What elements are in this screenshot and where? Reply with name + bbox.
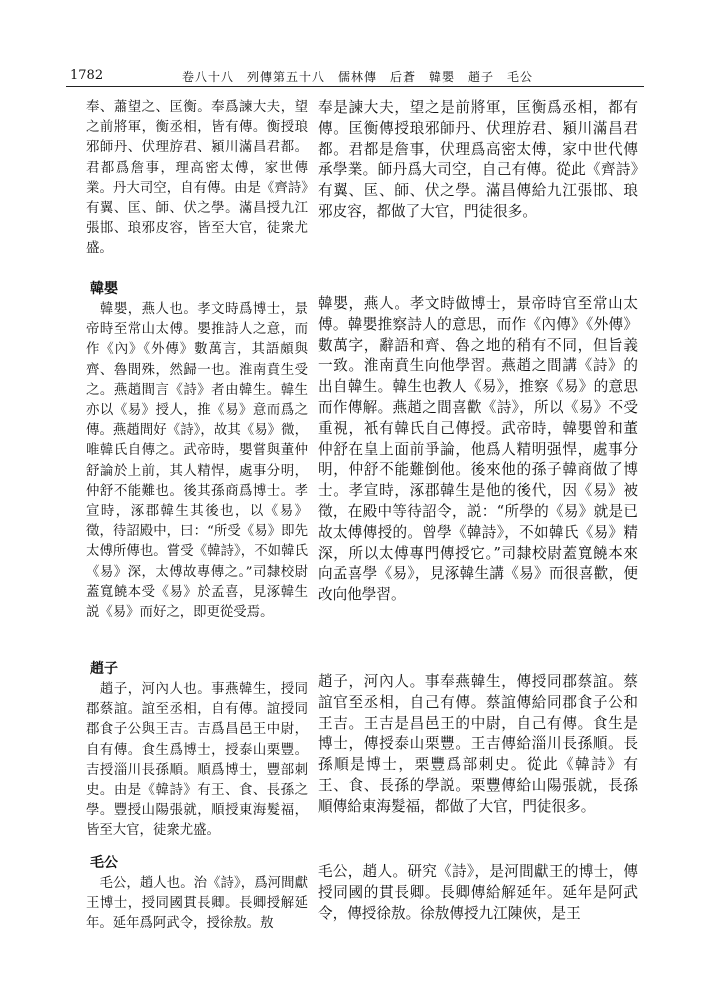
- translation-block-2: [318, 294, 638, 606]
- translation-paragraph: 毛公，趙人。研究《詩》，是河間獻王的博士，傳授同國的貫長卿。長卿傳給解延年。延年是阿武令，傳授徐敖。徐敖傳授九江陳俠，是王: [318, 863, 638, 922]
- page-header: [0, 0, 716, 90]
- section-heading-han-ying: 韓嬰: [90, 281, 118, 297]
- running-title: 卷八十八 列傳第五十八 儒林傳 后蒼 韓嬰 趙子 毛公: [182, 70, 534, 84]
- translation-block-1: [318, 98, 638, 223]
- page-number: 1782: [70, 68, 104, 83]
- classical-paragraph: 韓嬰，燕人也。孝文時爲博士，景帝時至常山太傅。嬰推詩人之意，而作《內》《外傳》數萬言，其語頗與齊、魯間殊，然歸一也。淮南賁生受之。燕趙間言《詩》者由韓生。韓生亦以《易》授人，推《易》意而爲之傳。燕趙間好《詩》，故其《易》微，唯韓氏自傳之。武帝時，嬰嘗與董仲舒論於上前，其人精悍，處事分明，仲舒不能難也。後其孫商爲博士。孝宣時，涿郡韓生其後也，以《易》徵，待詔殿中，曰：“所受《易》即先太傅所傳也。嘗受《韓詩》，不如韓氏《易》深，太傅故專傳之。”司隸校尉蓋寬饒本受《易》於孟喜，見涿韓生説《易》而好之，即更從受焉。: [86, 302, 308, 621]
- classical-paragraph: 趙子，河內人也。事燕韓生，授同郡蔡誼。誼至丞相，自有傳。誼授同郡食子公與王吉。吉爲昌邑王中尉，自有傳。食生爲博士，授泰山栗豐。吉授淄川長孫順。順爲博士，豐部刺史。由是《韓詩》有王、食、長孫之學。豐授山陽張就，順授東海髮福，皆至大官，徒衆尤盛。: [86, 682, 308, 839]
- translation-block-4: [318, 862, 638, 924]
- header-rule: [66, 86, 644, 87]
- translation-paragraph: 奉是諫大夫，望之是前將軍，匡衡爲丞相，都有傳。匡衡傳授琅邪師丹、伏理斿君、潁川滿昌君都。君都是詹事，伏理爲高密太傅，家中世代傳承學業。師丹爲大司空，自己有傳。從此《齊詩》有翼、匡、師、伏之學。滿昌傳給九江張邯、琅邪皮容，都做了大官，門徒很多。: [318, 99, 638, 220]
- translation-paragraph: 韓嬰，燕人。孝文時做博士，景帝時官至常山太傅。韓嬰推察詩人的意思，而作《內傳》《外傳》數萬字，辭語和齊、魯之地的稍有不同，但旨義一致。淮南賁生向他學習。燕趙之間講《詩》的出自韓生。韓生也教人《易》，推察《易》的意思而作傳解。燕趙之間喜歡《詩》，所以《易》不受重視，衹有韓氏自己傳授。武帝時，韓嬰曾和董仲舒在皇上面前爭論，他爲人精明强悍，處事分明，仲舒不能難倒他。後來他的孫子韓商做了博士。孝宣時，涿郡韓生是他的後代，因《易》被徵，在殿中等待詔令，説：“所學的《易》就是已故太傅傳授的。曾學《韓詩》，不如韓氏《易》精深，所以太傅專門傳授它。”司隸校尉蓋寬饒本來向孟喜學《易》，見涿韓生講《易》而很喜歡，便改向他學習。: [318, 295, 638, 604]
- classical-text-block-3: [86, 656, 308, 842]
- section-heading-mao-gong: 毛公: [90, 855, 118, 871]
- translation-paragraph: 趙子，河內人。事奉燕韓生，傳授同郡蔡誼。蔡誼官至丞相，自己有傳。蔡誼傳給同郡食子公和王吉。王吉是昌邑王的中尉，自己有傳。食生是博士，傳授泰山栗豐。王吉傳給淄川長孫順。長孫順是博士，栗豐爲部刺史。從此《韓詩》有王、食、長孫的學説。栗豐傳給山陽張就，長孫順傳給東海髮福，都做了大官，門徒很多。: [318, 673, 638, 815]
- classical-text-block-4: [86, 850, 308, 935]
- classical-text-block-2: [86, 276, 308, 623]
- section-heading-zhao-zi: 趙子: [90, 661, 118, 677]
- translation-block-3: [318, 672, 638, 818]
- classical-text-block-1: [86, 98, 308, 260]
- classical-paragraph: 毛公，趙人也。治《詩》，爲河間獻王博士，授同國貫長卿。長卿授解延年。延年爲阿武令，授徐敖。敖: [86, 876, 308, 932]
- classical-paragraph: 奉、蕭望之、匡衡。奉爲諫大夫，望之前將軍，衡丞相，皆有傳。衡授琅邪師丹、伏理斿君、潁川滿昌君都。君都爲詹事，理高密太傅，家世傳業。丹大司空，自有傳。由是《齊詩》有翼、匡、師、伏之學。滿昌授九江張邯、琅邪皮容，皆至大官，徒衆尤盛。: [86, 100, 308, 257]
